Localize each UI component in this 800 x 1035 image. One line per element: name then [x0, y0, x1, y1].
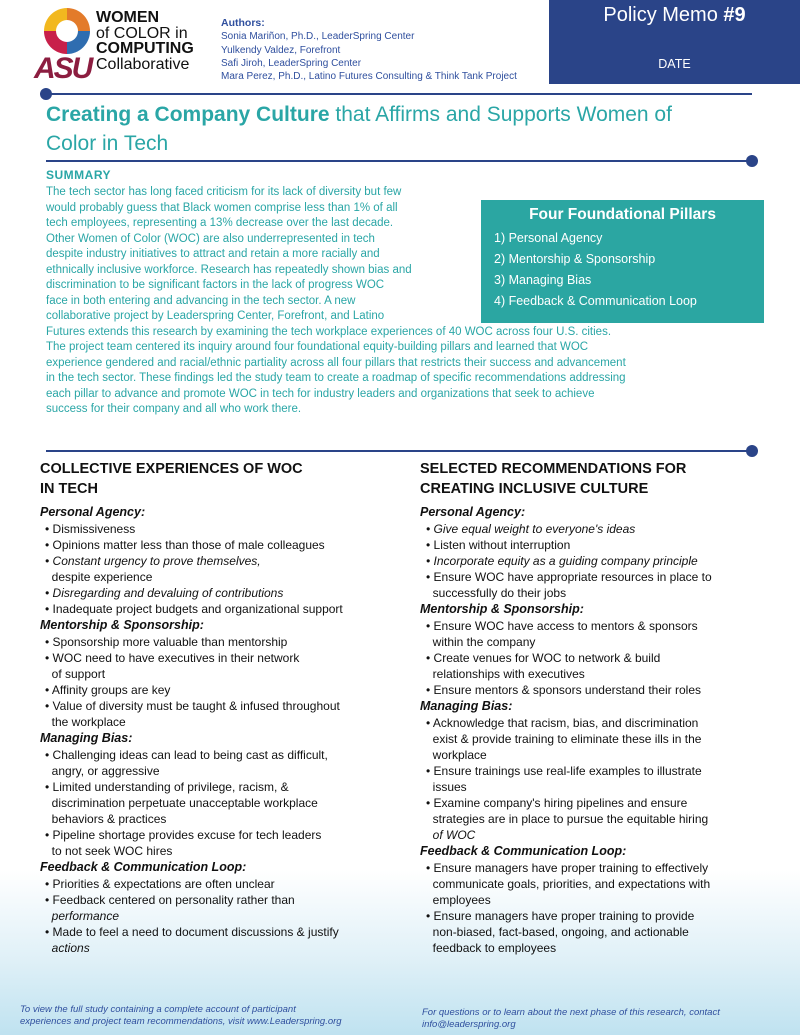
list-item: behaviors & practices — [45, 812, 167, 826]
section-heading: Mentorship & Sponsorship: — [40, 618, 204, 632]
column-heading: SELECTED RECOMMENDATIONS FOR — [420, 461, 687, 477]
list-item: relationships with executives — [426, 667, 585, 681]
memo-date: DATE — [658, 57, 691, 71]
memo-box — [549, 0, 800, 84]
summary-line: discrimination to be significant factors in the lack of progress WOC — [46, 279, 385, 291]
org-line: COMPUTING — [96, 40, 194, 57]
list-item: • Ensure WOC have access to mentors & sponsors — [426, 619, 698, 633]
org-line: of COLOR in — [96, 24, 188, 42]
page-title — [46, 100, 766, 158]
list-item: • Ensure managers have proper training to effectively — [426, 861, 709, 875]
summary-line: collaborative project by Leaderspring Center, Forefront, and Latino — [46, 310, 385, 322]
summary-line: Other Women of Color (WOC) are also underrepresented in tech — [46, 232, 375, 245]
list-item: • Ensure trainings use real-life examples to illustrate — [426, 764, 702, 778]
footer-right — [422, 1007, 720, 1031]
list-item: actions — [45, 941, 90, 955]
list-item: • Give equal weight to everyone's ideas — [426, 522, 636, 536]
summary-line: in the tech sector. These findings led the study team to create a roadmap of specific recommendations addressing — [46, 372, 626, 384]
list-item: successfully do their jobs — [426, 586, 567, 600]
list-item: discrimination perpetuate unacceptable workplace — [45, 796, 318, 810]
footer-line: info@leaderspring.org — [422, 1019, 516, 1030]
list-item: • Incorporate equity as a guiding company principle — [426, 554, 698, 568]
list-item: workplace — [426, 748, 487, 762]
recommendations-list — [420, 504, 790, 956]
summary-line: The project team centered its inquiry around four foundational equity-building pillars and learned that WOC — [46, 341, 589, 353]
list-item: • Constant urgency to prove themselves, — [45, 554, 261, 568]
org-line: WOMEN — [96, 9, 160, 26]
recommendations-column — [420, 459, 790, 956]
summary-line: experience gendered and racial/ethnic partiality across all four pillars that restricts their success and advancement — [46, 356, 626, 369]
list-item: • Pipeline shortage provides excuse for tech leaders — [45, 828, 322, 842]
list-item: performance — [45, 909, 120, 923]
list-item: despite experience — [45, 570, 153, 584]
memo-title — [549, 4, 800, 27]
list-item: • Ensure mentors & sponsors understand their roles — [426, 683, 702, 697]
list-item: • Made to feel a need to document discussions & justify — [45, 925, 339, 939]
list-item: non-biased, fact-based, ongoing, and actionable — [426, 925, 689, 939]
author: Mara Perez, Ph.D., Latino Futures Consulting & Think Tank Project — [221, 71, 517, 83]
list-item: the workplace — [45, 715, 126, 729]
list-item: • Inadequate project budgets and organizational support — [45, 602, 343, 616]
authors-label: Authors: — [221, 17, 265, 29]
list-item: • Ensure WOC have appropriate resources in place to — [426, 570, 712, 584]
pillar-item: 3) Managing Bias — [494, 273, 592, 287]
authors-block — [221, 17, 517, 83]
list-item: • Opinions matter less than those of male colleagues — [45, 538, 325, 552]
title-rest: that Affirms and Supports Women of — [329, 103, 672, 126]
list-item: • Ensure managers have proper training to provide — [426, 909, 695, 923]
section-heading: Feedback & Communication Loop: — [40, 860, 247, 874]
footer-line: To view the full study containing a complete account of participant — [20, 1004, 296, 1015]
footer-line: For questions or to learn about the next phase of this research, contact — [422, 1007, 720, 1018]
list-item: • Dismissiveness — [45, 522, 136, 536]
experiences-column — [40, 459, 400, 956]
list-item: • Limited understanding of privilege, racism, & — [45, 780, 289, 794]
summary-line: ethnically inclusive workforce. Research has repeatedly shown bias and — [46, 263, 412, 276]
summary-line: success for their company and all who work there. — [46, 403, 302, 415]
section-heading: Mentorship & Sponsorship: — [420, 602, 584, 616]
section-heading: Managing Bias: — [420, 699, 513, 713]
title-rest: Color in Tech — [46, 132, 169, 155]
list-item: • Disregarding and devaluing of contributions — [45, 586, 284, 600]
list-item: exist & provide training to eliminate these ills in the — [426, 732, 702, 746]
list-item: • Examine company's hiring pipelines and ensure — [426, 796, 688, 810]
summary-line: despite industry initiatives to attract and retain a more racially and — [46, 248, 380, 260]
asu-logo: ASU — [34, 52, 92, 85]
section-heading: Feedback & Communication Loop: — [420, 844, 627, 858]
list-item: • Sponsorship more valuable than mentorship — [45, 635, 288, 649]
title-bold: Creating a Company Culture — [46, 103, 330, 126]
list-item: angry, or aggressive — [45, 764, 160, 778]
author: Yulkendy Valdez, Forefront — [221, 44, 341, 56]
summary-line: face in both entering and advancing in the tech sector. A new — [46, 294, 356, 307]
divider — [46, 160, 752, 162]
list-item: issues — [426, 780, 467, 794]
list-item: • Create venues for WOC to network & build — [426, 651, 661, 665]
column-heading: CREATING INCLUSIVE CULTURE — [420, 481, 649, 497]
list-item: • Affinity groups are key — [45, 683, 171, 697]
list-item: • WOC need to have executives in their network — [45, 651, 300, 665]
column-heading: IN TECH — [40, 481, 98, 497]
list-item: communicate goals, priorities, and expectations with — [426, 877, 711, 891]
footer-left — [20, 1004, 342, 1028]
pillars-box — [481, 200, 764, 323]
section-heading: Managing Bias: — [40, 731, 133, 745]
org-line: Collaborative — [96, 55, 190, 73]
rule-dot — [746, 155, 758, 167]
summary-line: The tech sector has long faced criticism for its lack of diversity but few — [46, 186, 402, 198]
list-item: employees — [426, 893, 491, 907]
summary-line: would probably guess that Black women comprise less than 1% of all — [46, 201, 398, 214]
rule-dot — [746, 445, 758, 457]
summary-line: tech employees, representing a 13% decrease over the last decade. — [46, 217, 394, 229]
author: Safi Jiroh, LeaderSpring Center — [221, 57, 362, 69]
memo-number: #9 — [723, 4, 746, 26]
list-item: strategies are in place to pursue the equitable hiring — [426, 812, 709, 826]
org-name — [96, 10, 194, 72]
column-heading: COLLECTIVE EXPERIENCES OF WOC — [40, 461, 303, 477]
list-item: within the company — [426, 635, 536, 649]
pillars-heading: Four Foundational Pillars — [529, 206, 716, 223]
experiences-list — [40, 504, 400, 956]
list-item: feedback to employees — [426, 941, 557, 955]
list-item: • Value of diversity must be taught & infused throughout — [45, 699, 340, 713]
list-item: • Challenging ideas can lead to being cast as difficult, — [45, 748, 328, 762]
section-heading: Personal Agency: — [40, 505, 146, 519]
summary-line: Futures extends this research by examining the tech workplace experiences of 40 WOC across four U.S. cities. — [46, 325, 612, 338]
list-item: • Acknowledge that racism, bias, and discrimination — [426, 716, 699, 730]
author: Sonia Mariñon, Ph.D., LeaderSpring Center — [221, 31, 415, 43]
list-item: of WOC — [426, 828, 476, 842]
pillar-item: 4) Feedback & Communication Loop — [494, 294, 697, 308]
list-item: • Listen without interruption — [426, 538, 571, 552]
list-item: • Feedback centered on personality rather than — [45, 893, 295, 907]
list-item: • Priorities & expectations are often unclear — [45, 877, 275, 891]
pillar-item: 2) Mentorship & Sponsorship — [494, 252, 656, 266]
memo-label: Policy Memo — [603, 4, 724, 26]
divider — [46, 450, 752, 452]
globe-logo-icon — [44, 8, 90, 54]
pillar-item: 1) Personal Agency — [494, 231, 603, 245]
summary-line: each pillar to advance and promote WOC in tech for industry leaders and organizations that seek to achieve — [46, 387, 595, 400]
list-item: to not seek WOC hires — [45, 844, 173, 858]
divider — [46, 93, 752, 95]
section-heading: Personal Agency: — [420, 505, 526, 519]
list-item: of support — [45, 667, 106, 681]
footer-line: experiences and project team recommendations, visit www.Leaderspring.org — [20, 1016, 342, 1027]
summary-heading: SUMMARY — [46, 168, 112, 182]
